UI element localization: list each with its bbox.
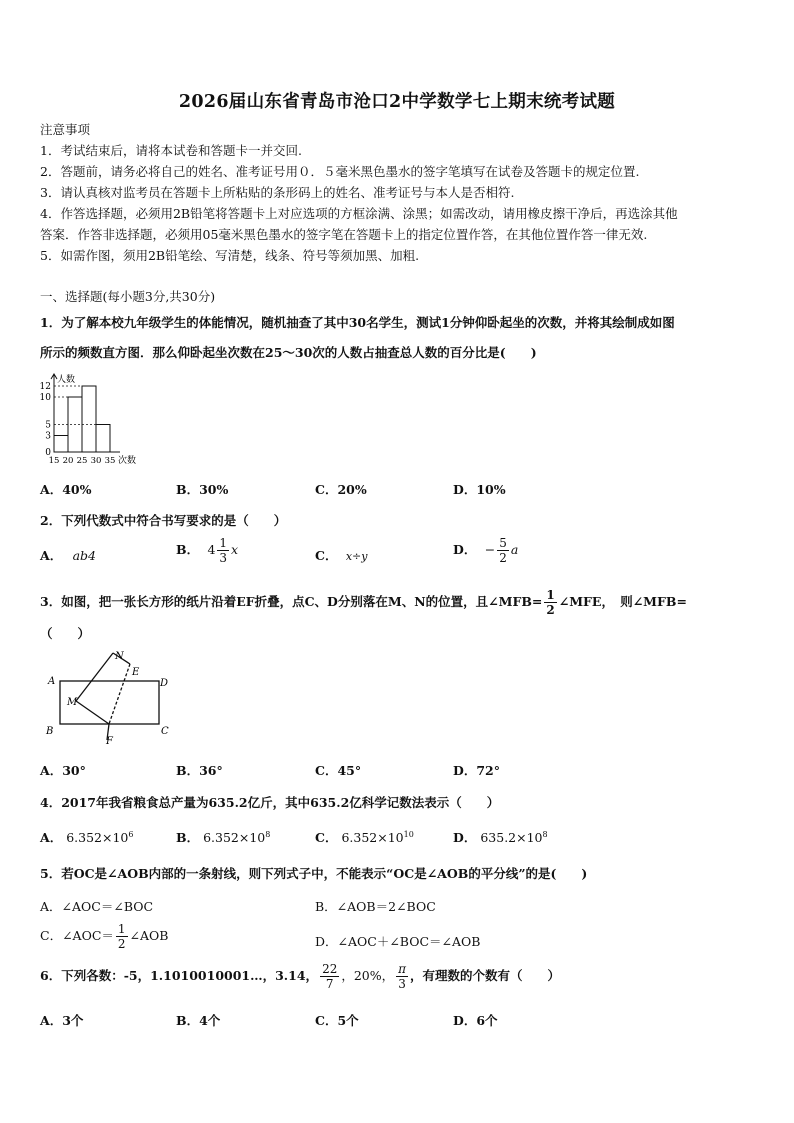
option-label: C． [315, 548, 338, 563]
q5-option-b[interactable]: B．∠AOB＝2∠BOC [315, 899, 436, 914]
exponent: 10 [403, 829, 414, 839]
label-n: N [115, 651, 124, 662]
denominator: 2 [117, 937, 126, 951]
page-title: 2026届山东省青岛市沧口2中学数学七上期末统考试题 [178, 92, 616, 112]
notice-item: 4．作答选择题，必须用2B铅笔将答题卡上对应选项的方框涂满、涂黑；如需改动，请用橡皮擦干净后，再选涂其他 [40, 206, 678, 221]
q6-option-a[interactable]: A．3个 [40, 1013, 84, 1028]
section-heading: 一、选择题(每小题3分,共30分) [40, 289, 216, 304]
label-m: M [67, 697, 78, 708]
label-e: E [132, 667, 140, 678]
y-tick-label: 10 [39, 393, 51, 403]
label-b: B [46, 726, 54, 737]
option-label: D． [453, 542, 477, 557]
expression: ab4 [72, 548, 96, 563]
histogram-bar [96, 425, 110, 453]
x-tick-label: 25 [76, 456, 88, 466]
y-axis-label: 人数 [57, 375, 76, 385]
notice-item: 3．请认真核对监考员在答题卡上所粘贴的条形码上的姓名、准考证号与本人是否相符. [40, 185, 515, 200]
exponent: 8 [265, 829, 271, 839]
q4-option-b[interactable] [176, 828, 270, 846]
fold-line-mn [76, 653, 113, 701]
q3-option-c[interactable]: C．45° [315, 763, 362, 778]
option-label: D． [453, 830, 477, 845]
x-axis-label: 次数 [118, 456, 137, 466]
expression: x÷y [345, 550, 368, 563]
notice-item: 2．答题前，请务必将自己的姓名、准考证号用０．５毫米黑色墨水的签字笔填写在试卷及答题卡的规定位置. [40, 164, 640, 179]
fraction [217, 536, 229, 565]
denominator: 2 [499, 551, 507, 565]
variable: x [231, 542, 239, 557]
y-tick-label: 12 [39, 382, 51, 392]
q5-option-d[interactable]: D．∠AOC＋∠BOC＝∠AOB [315, 934, 481, 949]
q5-option-a[interactable]: A．∠AOC＝∠BOC [40, 899, 154, 914]
stem-part: ∠MFE， 则∠MFB= [558, 594, 687, 609]
label-c: C [161, 726, 169, 737]
exponent: 6 [128, 829, 134, 839]
option-label: B． [176, 830, 200, 845]
y-tick-label: 5 [45, 420, 51, 431]
histogram-bar [54, 436, 68, 453]
variable: a [510, 542, 519, 557]
denominator: 2 [546, 603, 555, 617]
question-3-paren: （ ） [40, 626, 91, 641]
mixed-number-int: 4 [207, 542, 216, 557]
option-label: B． [176, 542, 200, 557]
notice-item: 答案．作答非选择题，必须用05毫米黑色墨水的签字笔在答题卡上的指定位置作答，在其他位置作答一律无效. [40, 227, 648, 242]
stem-part: 3．如图，把一张长方形的纸片沿着EF折叠，点C、D分别落在M、N的位置，且∠MFB= [40, 594, 543, 609]
coefficient: 6.352×10 [203, 830, 266, 845]
option-label: C． [315, 830, 338, 845]
q4-option-a[interactable] [40, 828, 133, 846]
label-f: F [106, 736, 113, 747]
question-1-stem-cont: 所示的频数直方图．那么仰卧起坐次数在25～30次的人数占抽查总人数的百分比是( ) [40, 345, 537, 360]
x-tick-label: 30 [90, 456, 102, 466]
stem-part: 6．下列各数：-5，1.1010010001…，3.14， [40, 968, 319, 983]
q2-option-d[interactable] [453, 536, 518, 565]
q1-option-a[interactable]: A．40% [40, 482, 92, 497]
q6-option-c[interactable]: C．5个 [315, 1013, 359, 1028]
fraction [544, 588, 556, 617]
fraction [116, 922, 128, 951]
fraction [396, 962, 408, 991]
question-2-stem: 2．下列代数式中符合书写要求的是（ ） [40, 513, 287, 528]
option-label: A． [40, 830, 63, 845]
q2-option-b[interactable] [176, 536, 238, 565]
q5-option-c[interactable] [40, 922, 168, 951]
question-1-stem: 1．为了解本校九年级学生的体能情况，随机抽查了其中30名学生，测试1分钟仰卧起坐的次数，并将其绘制成如图 [40, 315, 675, 330]
numerator: π [398, 962, 407, 976]
exponent: 8 [542, 829, 548, 839]
q4-option-d[interactable] [453, 828, 548, 846]
x-tick-label: 20 [62, 456, 74, 466]
notice-item: 5．如需作图，须用2B铅笔绘、写清楚，线条、符号等须加黑、加粗. [40, 248, 420, 263]
histogram-bar [82, 386, 96, 452]
crease-ef [109, 664, 130, 724]
folding-figure [40, 648, 180, 748]
fraction [497, 536, 509, 565]
histogram-chart [30, 362, 170, 470]
numerator: 1 [546, 588, 555, 602]
notice-item: 1．考试结束后，请将本试卷和答题卡一并交回. [40, 143, 302, 158]
fold-line-fm [76, 701, 109, 724]
question-4-stem: 4．2017年我省粮食总产量为635.2亿斤，其中635.2亿科学记数法表示（ ） [40, 795, 500, 810]
notice-heading: 注意事项 [40, 122, 91, 137]
x-tick-label: 35 [104, 456, 116, 466]
minus-sign: − [484, 542, 496, 557]
option-label: A． [40, 548, 63, 563]
numerator: 1 [117, 922, 126, 936]
coefficient: 6.352×10 [341, 830, 404, 845]
q3-option-d[interactable]: D．72° [453, 763, 500, 778]
q1-option-c[interactable]: C．20% [315, 482, 367, 497]
q1-option-b[interactable]: B．30% [176, 482, 229, 497]
denominator: 3 [398, 977, 406, 991]
stem-part: ，有理数的个数有（ ） [410, 968, 561, 983]
numerator: 5 [499, 536, 507, 550]
y-tick-label: 3 [45, 431, 51, 442]
denominator: 7 [325, 977, 334, 991]
x-tick-label: 15 [48, 456, 60, 466]
label-d: D [160, 678, 169, 689]
q1-option-d[interactable]: D．10% [453, 482, 506, 497]
q3-option-b[interactable]: B．36° [176, 763, 223, 778]
stem-part: ，20%， [341, 968, 395, 983]
q2-option-c[interactable] [315, 546, 367, 564]
denominator: 3 [219, 551, 228, 565]
q4-option-c[interactable] [315, 828, 414, 846]
label-a: A [48, 676, 56, 687]
numerator: 22 [322, 962, 338, 976]
question-6-stem [40, 962, 560, 991]
numerator: 1 [219, 536, 228, 550]
q6-option-d[interactable]: D．6个 [453, 1013, 498, 1028]
q3-option-a[interactable]: A．30° [40, 763, 86, 778]
question-3-stem [40, 588, 687, 617]
q6-option-b[interactable]: B．4个 [176, 1013, 221, 1028]
expression-part: ∠AOB [129, 928, 169, 943]
y-tick-label: 0 [45, 448, 51, 458]
q2-option-a[interactable] [40, 546, 96, 564]
expression-part: C．∠AOC＝ [40, 928, 114, 943]
coefficient: 635.2×10 [480, 830, 543, 845]
fraction [320, 962, 339, 991]
question-5-stem: 5．若OC是∠AOB内部的一条射线，则下列式子中，不能表示“OC是∠AOB的平分线”的是( ) [40, 866, 588, 881]
coefficient: 6.352×10 [66, 830, 129, 845]
